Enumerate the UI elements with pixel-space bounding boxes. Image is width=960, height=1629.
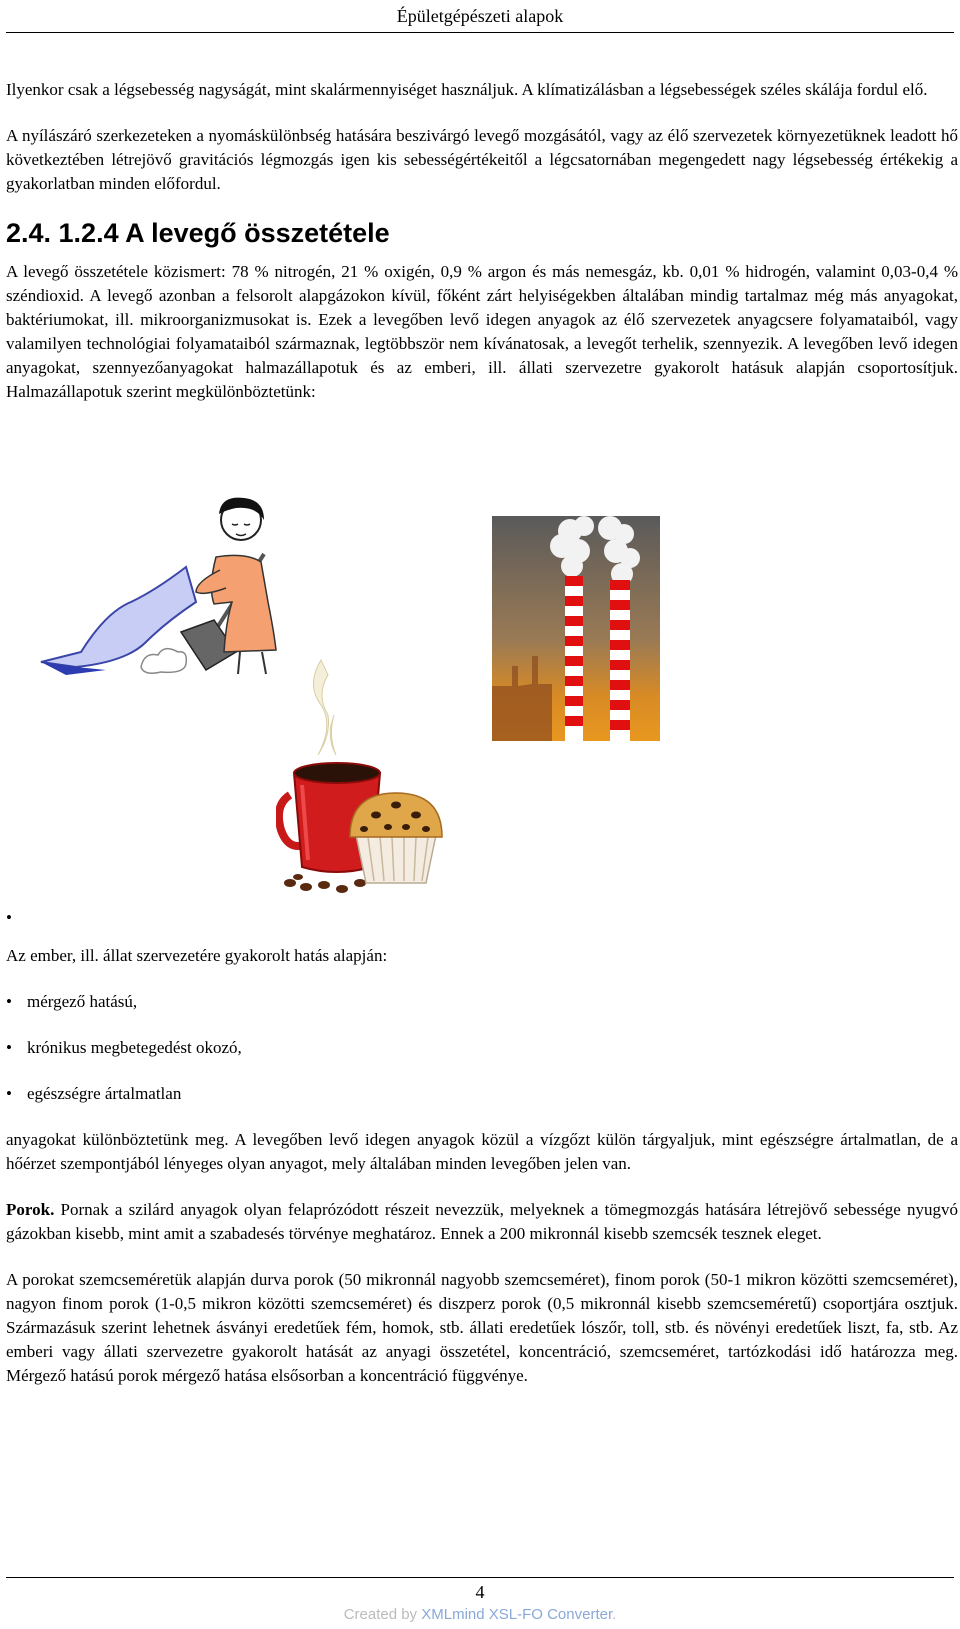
footer-divider [6, 1577, 954, 1578]
dusts-lead: Porok. [6, 1200, 55, 1219]
paragraph-dusts: Porok. Pornak a szilárd anyagok olyan felaprózódott részeit nevezzük, melyeknek a tömegmozgás hatására létrejövő sebessége nyugvó gázokban kisebb, mint amit a szabadesés törvénye meghatároz. Ennek a 200 mikronnál kisebb szemcsék tesznek eleget. [6, 1200, 958, 1243]
section-heading: 2.4. 1.2.4 A levegő összetétele [6, 218, 390, 248]
list-item: • krónikus megbetegedést okozó, [6, 1038, 242, 1057]
paragraph-dust-sizes: A porokat szemcseméretük alapján durva porok (50 mikronnál nagyobb szemcseméret), finom porok (50-1 mikron közötti szemcseméret), nagyon finom porok (1-0,5 mikron közötti szemcseméret) és diszperz porok (0,5 mikronnál kisebb szemcseméretű) csoportjára osztjuk. Származásuk szerint lehetnek ásványi eredetűek fém, homok, stb. állati eredetűek lószőr, toll, stb. és növényi eredetűek liszt, fa, stb. Az emberi vagy állati szervezetre gyakorolt hatását az anyagi összetétel, koncentráció, szemcseméret, tartózkodási idő határozza meg. Mérgező hatású porok mérgező hatása elsősorban a koncentráció függvénye. [6, 1270, 958, 1385]
paragraph-airspeed-scalar: Ilyenkor csak a légsebesség nagyságát, mint skalármennyiséget használjuk. A klímatizálásban a légsebességek széles skálája fordul elő. [6, 80, 928, 99]
list-item: • mérgező hatású, [6, 992, 138, 1011]
page-header [6, 0, 954, 33]
paragraph-air-composition: A levegő összetétele közismert: 78 % nitrogén, 21 % oxigén, 0,9 % argon és más nemesgáz, kb. 0,01 % hidrogén, valamint 0,03-0,4 % széndioxid. A levegő azonban a felsorolt alapgázokon kívül, főként zárt helyiségekben általában mindig tartalmaz még más anyagokat, baktériumokat, ill. mikroorganizmusokat is. Ezek a levegőben levő idegen anyagok az élő szervezetek anyagcsere folyamataiból, vagy valamilyen technológiai folyamataiból származnak, legtöbbször nem kívánatosak, a levegőt terhelik, szennyezik. A levegőben levő idegen anyagokat, szennyezőanyagokat halmazállapotuk és az emberi, ill. állati szervezetre gyakorolt hatásuk alapján csoportosítjuk. Halmazállapotuk szerint megkülönböztetünk: [6, 262, 958, 401]
page-content [6, 78, 958, 1388]
factory-chimneys-smoke-icon [492, 516, 660, 741]
sweeping-woman-dust-icon [36, 492, 286, 682]
figure-bullet: • [6, 908, 12, 927]
paragraph-airspeed-range: A nyílászáró szerkezeteken a nyomáskülönbség hatására beszivárgó levegő mozgásától, vagy az élő szervezetek környezetüknek leadott hő következtében létrejövő gravitációs légmozgás igen kis sebességértékeitől a légcsatornában megengedett nagy légsebesség értékekig a gyakorlatban minden előfordul. [6, 126, 958, 193]
header-title: Épületgépészeti alapok [396, 6, 564, 26]
coffee-cup-muffin-icon [276, 655, 466, 895]
converter-brand: XMLmind XSL-FO Converter [421, 1606, 613, 1623]
creator-note: Created by XMLmind XSL-FO Converter. [343, 1606, 617, 1623]
pollutant-illustration [6, 420, 726, 930]
paragraph-substances: anyagokat különböztetünk meg. A levegőben levő idegen anyagok közül a vízgőzt külön tárgyaljuk, mint egészségre ártalmatlan, de a hőérzet szempontjából lényeges olyan anyagot, mely általában minden levegőben jelen van. [6, 1130, 958, 1173]
page-number: 4 [475, 1582, 485, 1602]
list-item: • egészségre ártalmatlan [6, 1084, 182, 1103]
paragraph-effect-intro: Az ember, ill. állat szervezetére gyakorolt hatás alapján: [6, 946, 388, 965]
effects-list [6, 990, 958, 1106]
